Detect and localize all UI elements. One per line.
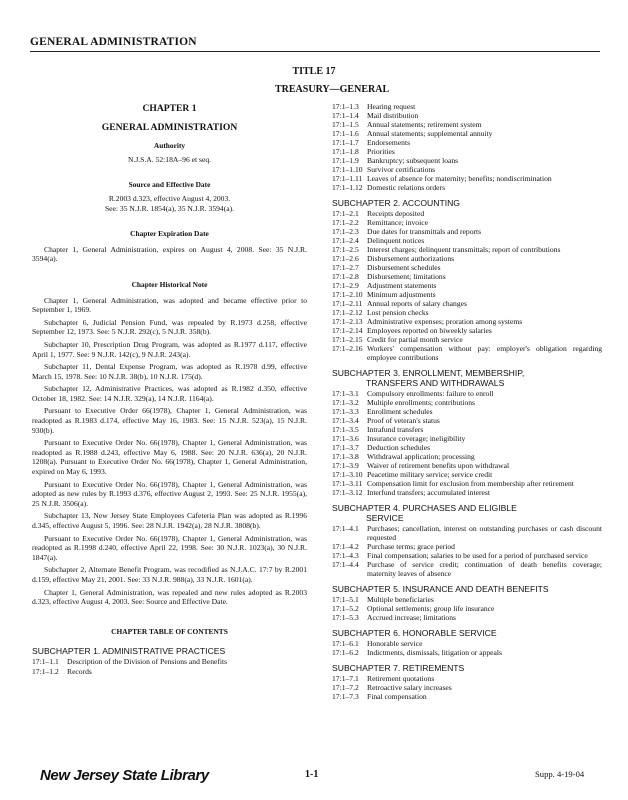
section-title: Retroactive salary increases [367,683,452,692]
section-title: Employees reported on biweekly salaries [367,326,492,335]
toc-entry [332,209,602,218]
section-number: 17:1–1.6 [332,129,359,138]
section-title: Purchase terms; grace period [367,542,455,551]
section-title: Bankruptcy; subsequent loans [367,156,459,165]
section-number: 17:1–1.7 [332,138,359,147]
historical-note-paragraph: Pursuant to Executive Order No. 66(1978), Chapter 1, General Administration, was readopted as R.1998 d.240, effective April 22, 1998. See: 30 N.J.R. 1023(a), 30 N.J.R. 1847(a). [32,533,307,562]
section-title: Annual reports of salary changes [367,299,467,308]
page-number: 1-1 [305,769,319,780]
section-title: Lost pension checks [367,308,429,317]
subchapter-heading: SUBCHAPTER 3. ENROLLMENT, MEMBERSHIP, [332,368,525,378]
toc-entry [332,595,602,604]
toc-entry [332,174,602,183]
section-title: Leaves of absence for maternity; benefits; nondiscrimination [367,174,552,183]
section-title: Withdrawal application; processing [367,452,475,461]
title-number: TITLE 17 [292,66,336,77]
section-title: Final compensation [367,692,427,701]
toc-entry [332,254,602,263]
toc-entry [332,488,602,497]
section-title: Records [67,666,92,676]
toc-entry [332,147,602,156]
library-stamp: New Jersey State Library [40,767,209,784]
section-title: Disbursement authorizations [367,254,455,263]
toc-entry [332,138,602,147]
section-number: 17:1–1.5 [332,120,359,129]
toc-entry [332,542,602,551]
toc-entry [332,461,602,470]
chapter-label: CHAPTER 1 [142,103,197,114]
title-name: TREASURY—GENERAL [275,84,390,95]
section-number: 17:1–3.3 [332,407,359,416]
section-number: 17:1–1.2 [32,666,59,676]
section-title: Description of the Division of Pensions and Benefits [67,657,228,667]
section-title: Purchases; cancellation, interest on outstanding purchases or cash discount requested [367,524,602,542]
section-number: 17:1–2.11 [332,299,363,308]
left-column [32,100,307,677]
section-number: 17:1–3.7 [332,443,359,452]
section-title: Endorsements [367,138,411,147]
subchapter-heading-continued: SERVICE [366,513,404,523]
toc-entry [332,156,602,165]
running-head: GENERAL ADMINISTRATION [30,36,197,48]
section-number: 17:1–2.8 [332,272,359,281]
subchapter-heading: SUBCHAPTER 7. RETIREMENTS [332,663,465,673]
section-number: 17:1–3.4 [332,416,359,425]
section-title: Credit for partial month service [367,335,463,344]
section-title: Intrafund transfers [367,425,424,434]
section-title: Interfund transfers; accumulated interest [367,488,490,497]
toc-entry [332,183,602,192]
section-number: 17:1–1.8 [332,147,359,156]
toc-heading: CHAPTER TABLE OF CONTENTS [111,626,228,636]
historical-note-paragraph: Subchapter 13, New Jersey State Employees Cafeteria Plan was adopted as R.1996 d.345, effective August 5, 1996. See: 28 N.J.R. 1942(a), 28 N.J.R. 3808(b). [32,511,307,530]
section-title: Hearing request [367,102,416,111]
section-number: 17:1–5.1 [332,595,359,604]
section-title: Retirement quotations [367,674,435,683]
section-title: Insurance coverage; ineligibility [367,434,466,443]
toc-entry [332,236,602,245]
section-number: 17:1–7.3 [332,692,359,701]
section-title: Optional settlements; group life insurance [367,604,495,613]
subchapter-list [332,198,602,701]
chapter-title: GENERAL ADMINISTRATION [101,121,238,133]
section-number: 17:1–3.10 [332,470,363,479]
section-number: 17:1–5.3 [332,613,359,622]
toc-entry [332,425,602,434]
toc-entry [332,218,602,227]
historical-note [32,296,307,607]
authority-text: N.J.S.A. 52:18A–96 et seq. [127,154,212,164]
toc-entry [332,317,602,326]
section-number: 17:1–2.5 [332,245,359,254]
subchapter-heading: SUBCHAPTER 6. HONORABLE SERVICE [332,628,497,638]
section-title: Compulsory enrollments: failure to enroll [367,389,494,398]
historical-note-paragraph: Subchapter 10, Prescription Drug Program, was adopted as R.1977 d.117, effective April 1, 1977. See: 9 N.J.R. 142(c), 9 N.J.R. 243(a). [32,339,307,359]
section-number: 17:1–7.2 [332,683,359,692]
section-title: Peacetime military service; service credit [367,470,493,479]
section-number: 17:1–2.4 [332,236,359,245]
historical-note-paragraph: Pursuant to Executive Order No. 66(1978), Chapter 1, General Administration, was adopted as new rules by R.1993 d.376, effective August 2, 1993. See: 25 N.J.R. 1955(a), 25 N.J.R. 3506(a). [32,479,307,508]
section-title: Annual statements; retirement system [367,120,482,129]
section-title: Honorable service [367,639,423,648]
section-title: Priorities [367,147,395,156]
historical-note-paragraph: Subchapter 2, Alternate Benefit Program, was recodified as N.J.A.C. 17:7 by R.2001 d.159, effective May 21, 2001. See: 33 N.J.R. 988(a), 33 N.J.R. 1601(a). [32,565,307,584]
section-title: Multiple beneficiaries [367,595,434,604]
section-number: 17:1–1.12 [332,183,363,192]
subchapter-items [332,102,602,192]
toc-entry [332,272,602,281]
section-number: 17:1–2.9 [332,281,359,290]
toc-entry [332,524,602,542]
subchapter-heading: SUBCHAPTER 4. PURCHASES AND ELIGIBLE [332,503,517,513]
toc-entry [332,560,602,578]
section-number: 17:1–4.3 [332,551,359,560]
historical-note-paragraph: Pursuant to Executive Order No. 66(1978), Chapter 1, General Administration, was readopted as R.1988 d.243, effective May 6, 1988. See: 20 N.J.R. 636(a), 20 N.J.R. 1208(a). Pursuant to Executive Order No. 66(1978), Chapter 1, General Administration, expired on May 6, 1993. [32,438,307,477]
section-title: Receipts deposited [367,209,425,218]
section-title: Accrued increase; limitations [367,613,456,622]
historical-note-paragraph: Pursuant to Executive Order 66(1978), Chapter 1, General Administration, was readopted as R.1983 d.174, effective May 16, 1983. See: 15 N.J.R. 523(a), 15 N.J.R. 930(b). [32,406,307,435]
section-title: Multiple enrollments; contributions [367,398,475,407]
subchapter-heading-continued: TRANSFERS AND WITHDRAWALS [366,378,505,388]
toc-entry [332,551,602,560]
section-title: Deduction schedules [367,443,431,452]
section-number: 17:1–1.10 [332,165,363,174]
section-number: 17:1–2.3 [332,227,359,236]
toc-entry [332,479,602,488]
source-text: See: 35 N.J.R. 1854(a), 35 N.J.R. 3594(a). [104,203,235,213]
section-number: 17:1–2.15 [332,335,363,344]
toc-entry [332,227,602,236]
subchapter-heading: SUBCHAPTER 1. ADMINISTRATIVE PRACTICES [32,646,226,657]
toc-entry [332,111,602,120]
section-title: Disbursement schedules [367,263,441,272]
section-number: 17:1–1.11 [332,174,363,183]
section-number: 17:1–4.1 [332,524,359,533]
historical-note-paragraph: Subchapter 11, Dental Expense Program, was adopted as R.1978 d.99, effective March 15, 1978. See: 10 N.J.R. 38(b), 10 N.J.R. 175(d). [32,362,307,381]
header-rule [30,51,600,52]
expiration-heading: Chapter Expiration Date [130,229,209,239]
section-number: 17:1–1.9 [332,156,359,165]
section-number: 17:1–3.5 [332,425,359,434]
section-title: Remittance; invoice [367,218,428,227]
section-number: 17:1–2.1 [332,209,359,218]
toc-entry [332,281,602,290]
subchapter-heading: SUBCHAPTER 5. INSURANCE AND DEATH BENEFITS [332,584,549,594]
section-title: Disbursement; limitations [367,272,446,281]
toc-entry [332,674,602,683]
right-column [332,102,602,701]
section-number: 17:1–6.1 [332,639,359,648]
section-title: Compensation limit for exclusion from membership after retirement [367,479,574,488]
section-number: 17:1–2.12 [332,308,363,317]
section-number: 17:1–2.6 [332,254,359,263]
section-number: 17:1–4.4 [332,560,359,569]
toc-entry [332,434,602,443]
toc-entry [332,245,602,254]
section-number: 17:1–3.2 [332,398,359,407]
toc-entry [332,308,602,317]
section-number: 17:1–5.2 [332,604,359,613]
section-title: Proof of veteran's status [367,416,440,425]
toc-entry [332,389,602,398]
subchapter-heading: SUBCHAPTER 2. ACCOUNTING [332,198,460,208]
toc-entry [32,657,307,667]
section-title: Adjustment statements [367,281,437,290]
section-title: Administrative expenses; proration among systems [367,317,523,326]
toc-entry [332,290,602,299]
section-number: 17:1–2.2 [332,218,359,227]
historical-note-heading: Chapter Historical Note [131,279,208,289]
section-number: 17:1–1.4 [332,111,359,120]
section-number: 17:1–3.11 [332,479,363,488]
toc-entry [332,165,602,174]
section-number: 17:1–2.10 [332,290,363,299]
section-number: 17:1–7.1 [332,674,359,683]
section-number: 17:1–3.8 [332,452,359,461]
toc-entry [332,335,602,344]
section-title: Indictments, dismissals, litigation or appeals [367,648,502,657]
toc-entry [332,648,602,657]
section-title: Annual statements; supplemental annuity [367,129,493,138]
section-title: Survivor certifications [367,165,436,174]
source-heading: Source and Effective Date [128,180,211,190]
section-title: Interest charges; delinquent transmittals; report of contributions [367,245,561,254]
section-title: Minimum adjustments [367,290,436,299]
toc-entry [332,299,602,308]
section-number: 17:1–3.1 [332,389,359,398]
toc-entry [332,407,602,416]
toc-entry [332,604,602,613]
section-title: Domestic relations orders [367,183,446,192]
section-title: Enrollment schedules [367,407,433,416]
section-title: Delinquent notices [367,236,425,245]
toc-entry [332,129,602,138]
section-number: 17:1–3.12 [332,488,363,497]
expiration-text: Chapter 1, General Administration, expires on August 4, 2008. See: 35 N.J.R. 3594(a). [32,244,307,264]
section-title: Mail distribution [367,111,419,120]
toc-entry [332,102,602,111]
section-number: 17:1–3.6 [332,434,359,443]
toc-entry [332,683,602,692]
toc-entry [332,639,602,648]
supplement-date: Supp. 4-19-04 [535,769,585,779]
section-number: 17:1–2.14 [332,326,363,335]
toc-entry [332,470,602,479]
section-title: Waiver of retirement benefits upon withdrawal [367,461,510,470]
section-number: 17:1–6.2 [332,648,359,657]
historical-note-paragraph: Subchapter 6, Judicial Pension Fund, was repealed by R.1973 d.258, effective September 12, 1973. See: 5 N.J.R. 292(c), 5 N.J.R. 358(b). [32,317,307,337]
historical-note-paragraph: Chapter 1, General Administration, was adopted and became effective prior to September 1, 1969. [32,295,307,315]
section-number: 17:1–4.2 [332,542,359,551]
source-text: R.2003 d.323, effective August 4, 2003. [108,193,231,203]
section-number: 17:1–2.7 [332,263,359,272]
authority-heading: Authority [153,141,186,151]
toc-entry [332,398,602,407]
historical-note-paragraph: Subchapter 12, Administrative Practices, was adopted as R.1982 d.350, effective October 18, 1982. See: 14 N.J.R. 329(a), 14 N.J.R. 1164(a). [32,384,307,403]
toc-entry [32,667,307,677]
historical-note-paragraph: Chapter 1, General Administration, was repealed and new rules adopted as R.2003 d.323, effective August 4, 2003. See: Source and Effective Date. [32,587,307,607]
section-number: 17:1–2.16 [332,344,363,353]
toc-entry [332,120,602,129]
toc-entry [332,326,602,335]
subchapter-items [32,657,307,676]
toc-entry [332,452,602,461]
section-number: 17:1–3.9 [332,461,359,470]
toc-entry [332,692,602,701]
toc-entry [332,263,602,272]
section-title: Final compensation; salaries to be used for a period of purchased service [367,551,588,560]
toc-entry [332,443,602,452]
section-title: Due dates for transmittals and reports [367,227,482,236]
section-number: 17:1–1.3 [332,102,359,111]
section-title: Workers' compensation without pay: employer's obligation regarding employee contributions [367,344,602,362]
section-number: 17:1–2.13 [332,317,363,326]
section-title: Purchase of service credit; continuation of death benefits coverage; maternity leaves of absence [367,560,602,578]
toc-entry [332,613,602,622]
toc-entry [332,344,602,362]
toc-entry [332,416,602,425]
section-number: 17:1–1.1 [32,657,59,667]
